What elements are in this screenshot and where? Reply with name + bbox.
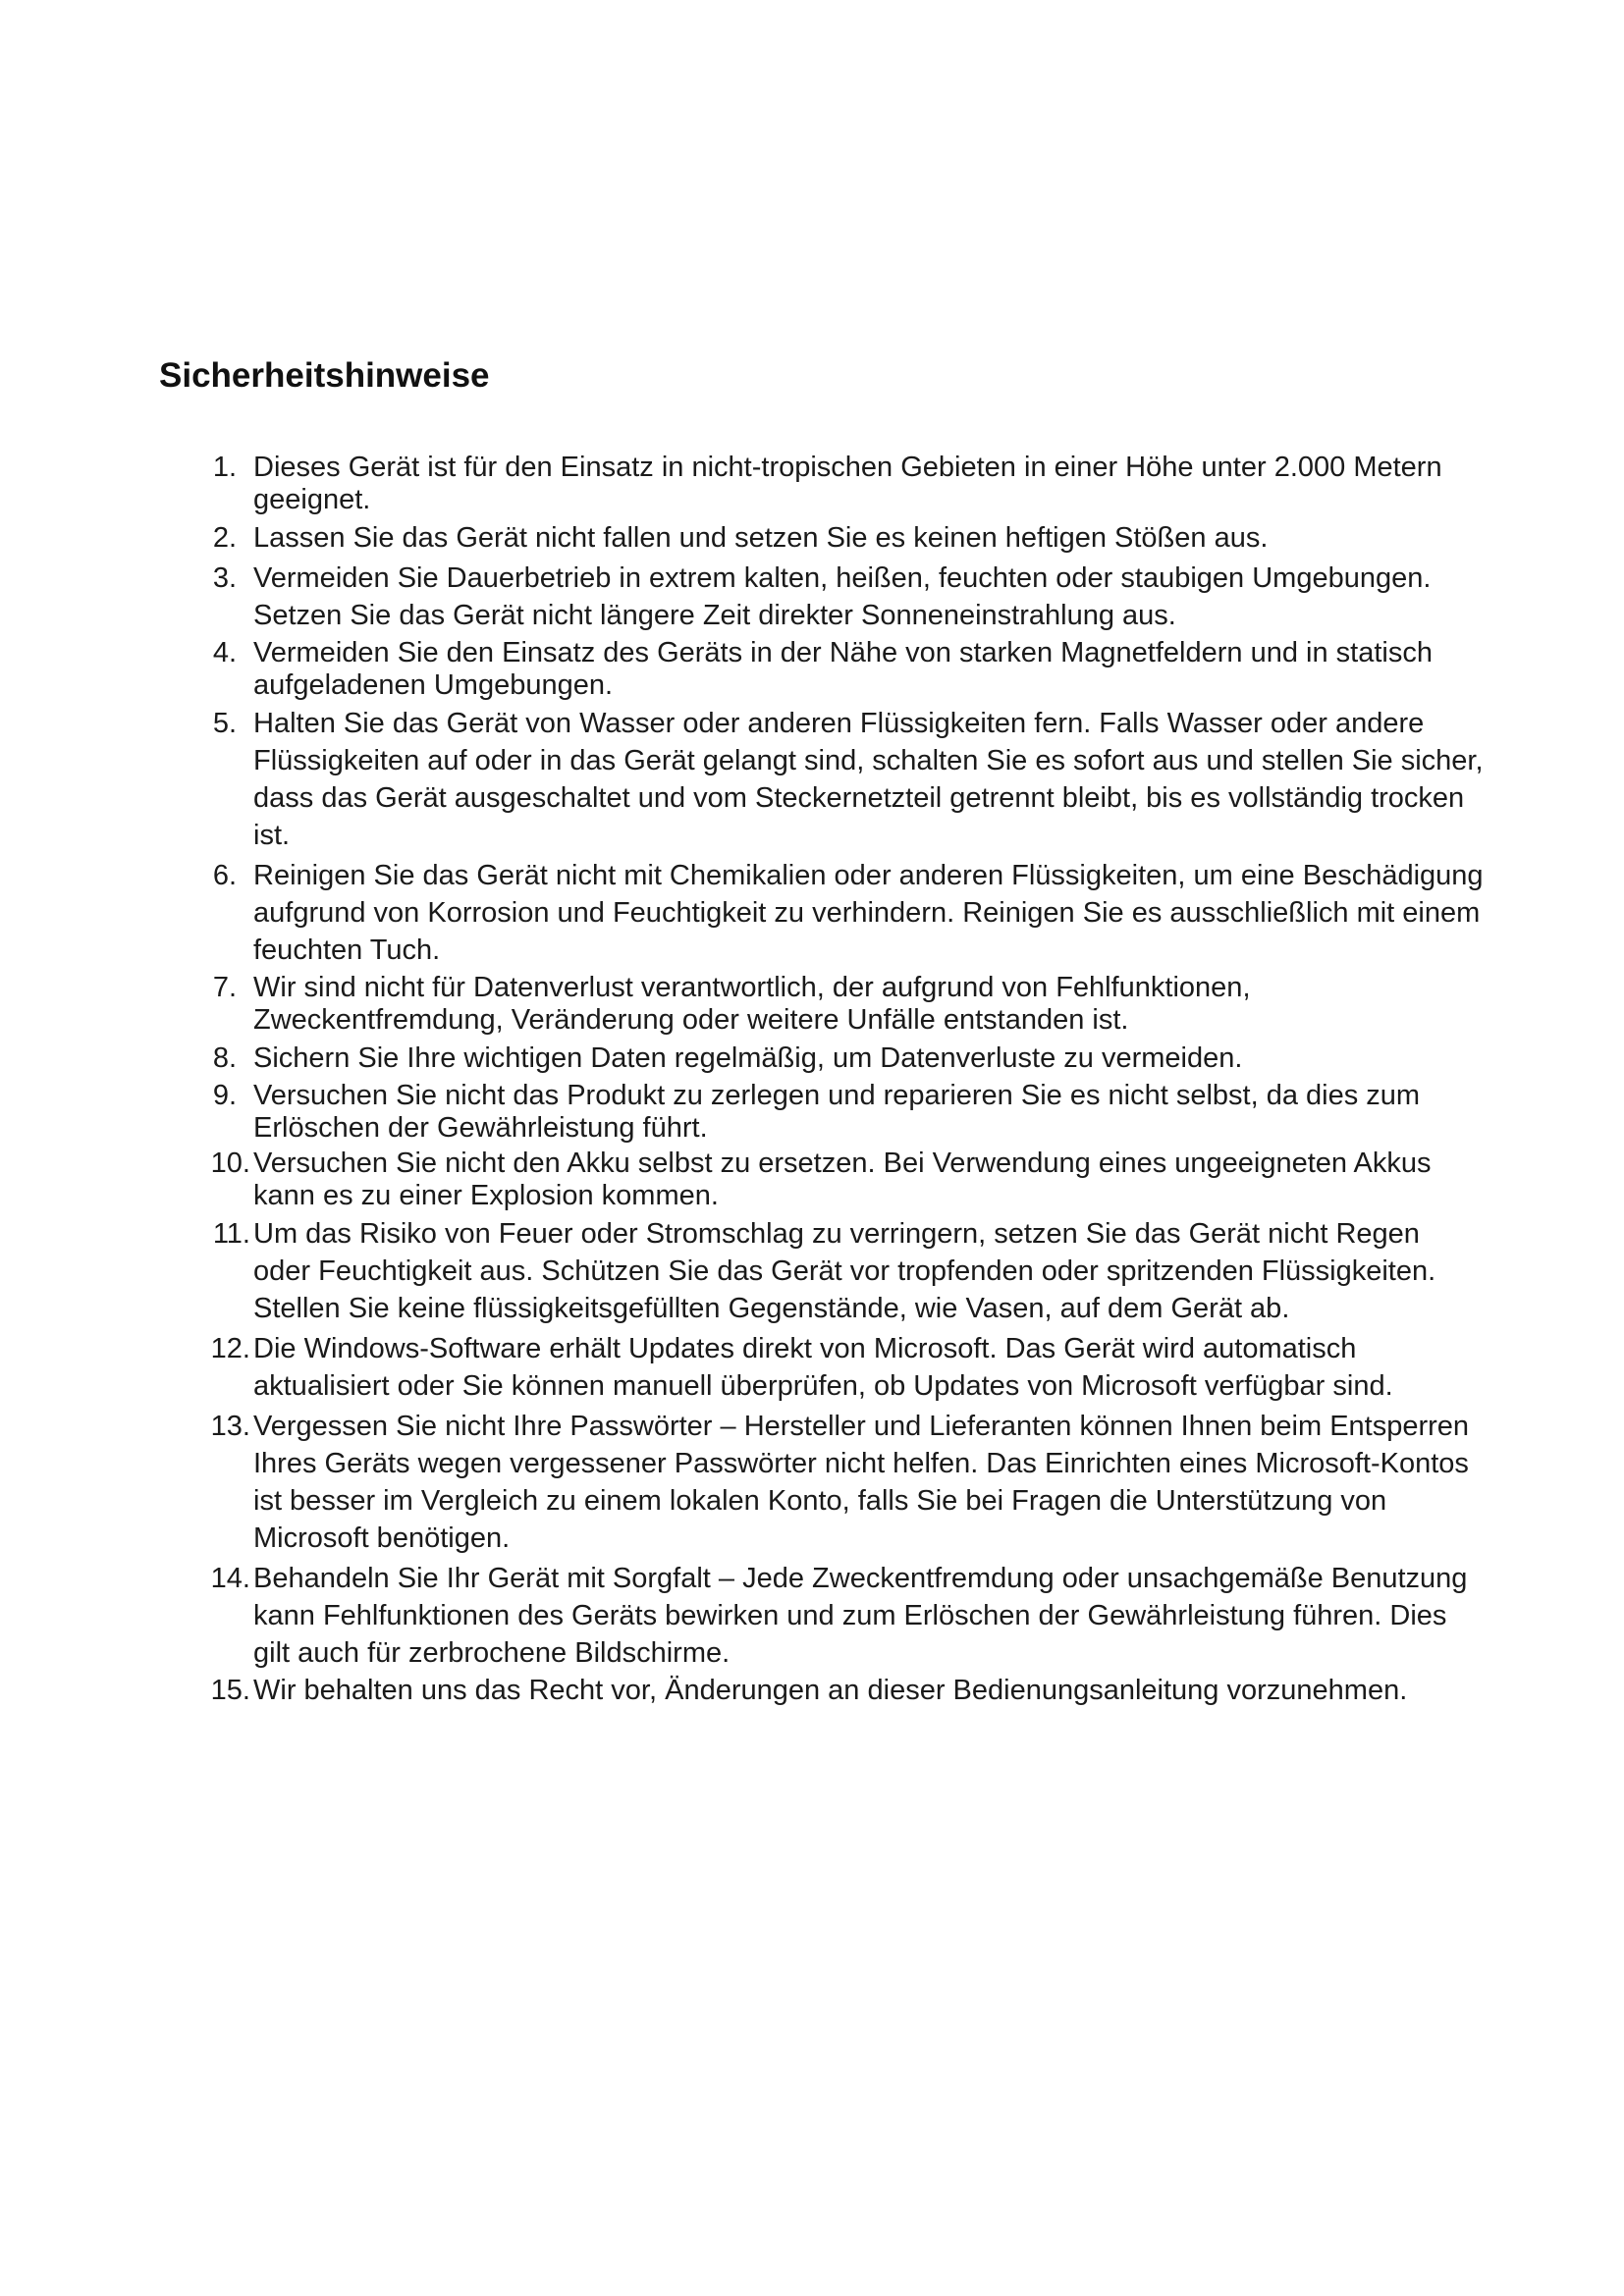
list-item — [159, 637, 1485, 702]
list-item-number: 8. — [212, 1042, 237, 1074]
page-title: Sicherheitshinweise — [159, 356, 490, 395]
list-item-text: Lassen Sie das Gerät nicht fallen und setzen Sie es keinen heftigen Stößen aus. — [253, 522, 1269, 554]
list-item-number: 12. — [210, 1333, 250, 1364]
safety-instructions-list — [159, 452, 1485, 1710]
list-item-text: Sichern Sie Ihre wichtigen Daten regelmäßig, um Datenverluste zu vermeiden. — [253, 1042, 1243, 1074]
list-item-number: 13. — [210, 1411, 250, 1442]
list-item — [159, 972, 1485, 1037]
list-item-text: Vermeiden Sie Dauerbetrieb in extrem kalten, heißen, feuchten oder staubigen Umgebungen. Setzen Sie das Gerät nicht längere Zeit direkter Sonneneinstrahlung aus. — [253, 562, 1432, 631]
list-item-text: Vergessen Sie nicht Ihre Passwörter – Hersteller und Lieferanten können Ihnen beim Entsperren Ihres Geräts wegen vergessener Passwörter nicht helfen. Das Einrichten eines Microsoft-Kontos ist besser im Vergleich zu einem lokalen Konto, falls Sie bei Fragen die Unterstützung von Microsoft benötigen. — [253, 1411, 1470, 1554]
list-item — [159, 1560, 1485, 1672]
list-item-number: 5. — [212, 708, 237, 739]
list-item — [159, 1215, 1485, 1327]
list-item-number: 14. — [210, 1563, 250, 1594]
list-item-text: Dieses Gerät ist für den Einsatz in nicht-tropischen Gebieten in einer Höhe unter 2.000 Metern geeignet. — [253, 452, 1442, 515]
list-item — [159, 705, 1485, 854]
list-item-number: 9. — [212, 1080, 237, 1111]
list-item-text: Halten Sie das Gerät von Wasser oder anderen Flüssigkeiten fern. Falls Wasser oder andere Flüssigkeiten auf oder in das Gerät gelangt sind, schalten Sie es sofort aus und stellen Sie sicher, dass das Gerät ausgeschaltet und vom Steckernetzteil getrennt bleibt, bis es vollständig trocken ist. — [253, 708, 1484, 851]
list-item-text: Reinigen Sie das Gerät nicht mit Chemikalien oder anderen Flüssigkeiten, um eine Beschädigung aufgrund von Korrosion und Feuchtigkeit zu verhindern. Reinigen Sie es ausschließlich mit einem feuchten Tuch. — [253, 860, 1484, 966]
list-item-number: 4. — [212, 637, 237, 668]
list-item-text: Um das Risiko von Feuer oder Stromschlag zu verringern, setzen Sie das Gerät nicht Regen oder Feuchtigkeit aus. Schützen Sie das Gerät vor tropfenden oder spritzenden Flüssigkeiten. Stellen Sie keine flüssigkeitsgefüllten Gegenstände, wie Vasen, auf dem Gerät ab. — [253, 1218, 1436, 1324]
list-item — [159, 1675, 1485, 1707]
list-item-text: Versuchen Sie nicht den Akku selbst zu ersetzen. Bei Verwendung eines ungeeigneten Akkus kann es zu einer Explosion kommen. — [253, 1148, 1432, 1211]
list-item — [159, 1408, 1485, 1557]
list-item — [159, 1080, 1485, 1145]
list-item — [159, 1040, 1485, 1077]
list-item-number: 1. — [212, 452, 237, 483]
list-item-number: 11. — [212, 1218, 250, 1250]
list-item — [159, 560, 1485, 634]
list-item — [159, 1330, 1485, 1405]
list-item-text: Wir sind nicht für Datenverlust verantwortlich, der aufgrund von Fehlfunktionen, Zweckentfremdung, Veränderung oder weitere Unfälle entstanden ist. — [253, 972, 1251, 1036]
list-item — [159, 452, 1485, 516]
list-item-number: 2. — [212, 522, 237, 554]
list-item-number: 6. — [212, 860, 237, 891]
list-item-number: 3. — [212, 562, 237, 594]
list-item-number: 10. — [210, 1148, 250, 1179]
list-item — [159, 857, 1485, 969]
list-item-text: Die Windows-Software erhält Updates direkt von Microsoft. Das Gerät wird automatisch aktualisiert oder Sie können manuell überprüfen, ob Updates von Microsoft verfügbar sind. — [253, 1333, 1393, 1402]
list-item-text: Wir behalten uns das Recht vor, Änderungen an dieser Bedienungsanleitung vorzunehmen. — [253, 1675, 1408, 1706]
list-item-text: Versuchen Sie nicht das Produkt zu zerlegen und reparieren Sie es nicht selbst, da dies zum Erlöschen der Gewährleistung führt. — [253, 1080, 1421, 1144]
list-item-number: 7. — [212, 972, 237, 1003]
list-item — [159, 519, 1485, 557]
list-item — [159, 1148, 1485, 1212]
list-item-number: 15. — [210, 1675, 250, 1706]
list-item-text: Vermeiden Sie den Einsatz des Geräts in der Nähe von starken Magnetfeldern und in statisch aufgeladenen Umgebungen. — [253, 637, 1433, 701]
list-item-text: Behandeln Sie Ihr Gerät mit Sorgfalt – Jede Zweckentfremdung oder unsachgemäße Benutzung kann Fehlfunktionen des Geräts bewirken und zum Erlöschen der Gewährleistung führen. Dies gilt auch für zerbrochene Bildschirme. — [253, 1563, 1468, 1669]
